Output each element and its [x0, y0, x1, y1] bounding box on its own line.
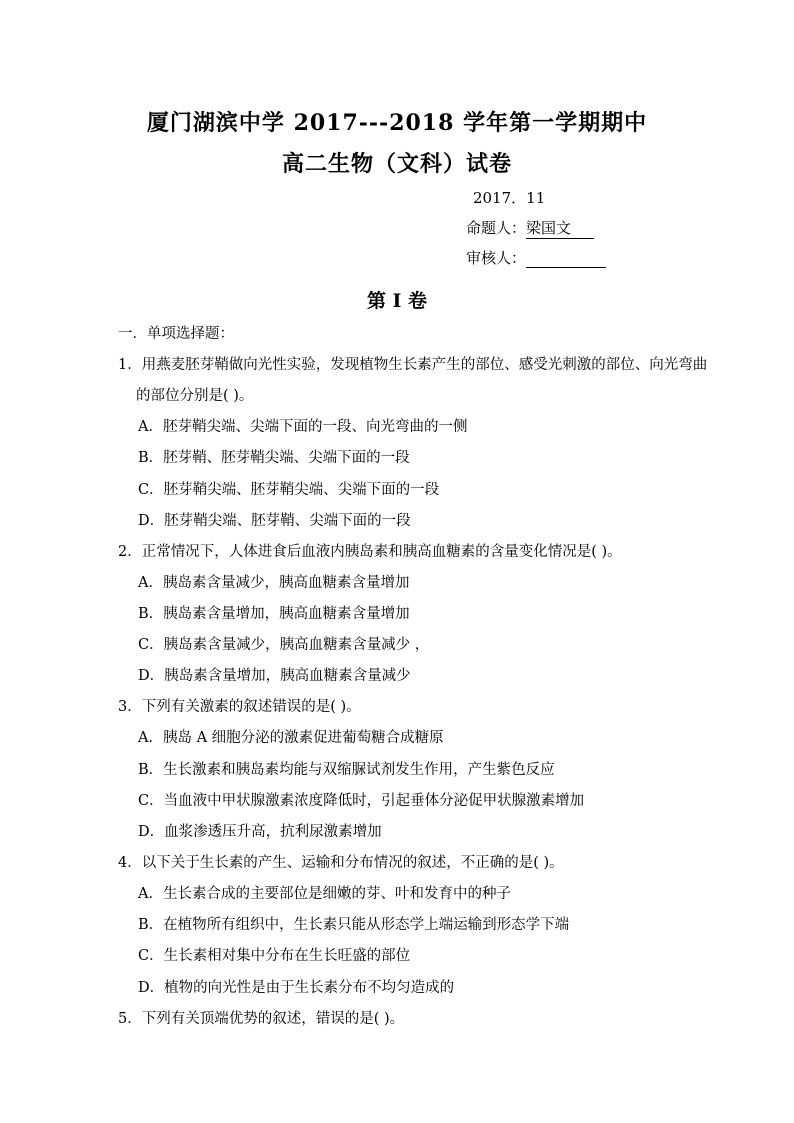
question-3-option-a: A．胰岛 A 细胞分泌的激素促进葡萄糖合成糖原	[138, 730, 444, 746]
setter-label: 命题人：	[466, 219, 527, 237]
exam-subtitle: 高二生物（文科）试卷	[281, 151, 512, 177]
question-2-option-d: D．胰岛素含量增加，胰高血糖素含量减少	[138, 668, 411, 684]
reviewer-label: 审核人：	[466, 249, 527, 267]
question-1-option-a: A．胚芽鞘尖端、尖端下面的一段、向光弯曲的一侧	[138, 419, 468, 435]
question-4-option-c: C．生长素相对集中分布在生长旺盛的部位	[138, 948, 411, 964]
reviewer-line	[466, 247, 606, 268]
question-1-option-b: B．胚芽鞘、胚芽鞘尖端、尖端下面的一段	[138, 450, 410, 466]
question-1-option-d: D．胚芽鞘尖端、胚芽鞘、尖端下面的一段	[138, 513, 411, 529]
question-2-option-a: A．胰岛素含量减少，胰高血糖素含量增加	[138, 575, 410, 591]
reviewer-name	[526, 253, 606, 268]
question-3-option-d: D．血浆渗透压升高，抗利尿激素增加	[138, 824, 382, 840]
exam-date: 2017．11	[473, 189, 546, 207]
question-1-stem: 1．用燕麦胚芽鞘做向光性实验，发现植物生长素产生的部位、感受光刺激的部位、向光弯曲	[118, 357, 708, 373]
question-4-stem: 4．以下关于生长素的产生、运输和分布情况的叙述，不正确的是( )。	[118, 855, 564, 871]
question-4-option-a: A．生长素合成的主要部位是细嫩的芽、叶和发育中的种子	[138, 886, 511, 902]
exam-title: 厦门湖滨中学 2017---2018 学年第一学期期中	[146, 110, 648, 136]
question-1-option-c: C．胚芽鞘尖端、胚芽鞘尖端、尖端下面的一段	[138, 482, 440, 498]
setter-line	[466, 217, 594, 239]
question-4-option-d: D．植物的向光性是由于生长素分布不均匀造成的	[138, 980, 455, 996]
question-3-option-c: C．当血液中甲状腺激素浓度降低时，引起垂体分泌促甲状腺激素增加	[138, 793, 585, 809]
question-3-option-b: B．生长激素和胰岛素均能与双缩脲试剂发生作用，产生紫色反应	[138, 762, 555, 778]
question-1-stem-cont: 的部位分别是( )。	[136, 388, 254, 404]
setter-name: 梁国文	[526, 217, 594, 239]
section-title: 一．单项选择题：	[118, 326, 234, 342]
question-3-stem: 3．下列有关激素的叙述错误的是( )。	[118, 699, 361, 715]
volume-title: 第 I 卷	[366, 290, 428, 312]
question-2-option-b: B．胰岛素含量增加，胰高血糖素含量增加	[138, 606, 410, 622]
question-2-option-c: C．胰岛素含量减少，胰高血糖素含量减少 ，	[138, 637, 430, 653]
question-2-stem: 2．正常情况下，人体进食后血液内胰岛素和胰高血糖素的含量变化情况是( )。	[118, 544, 622, 560]
question-5-stem: 5．下列有关顶端优势的叙述，错误的是( )。	[118, 1011, 405, 1027]
question-4-option-b: B．在植物所有组织中，生长素只能从形态学上端运输到形态学下端	[138, 917, 570, 933]
